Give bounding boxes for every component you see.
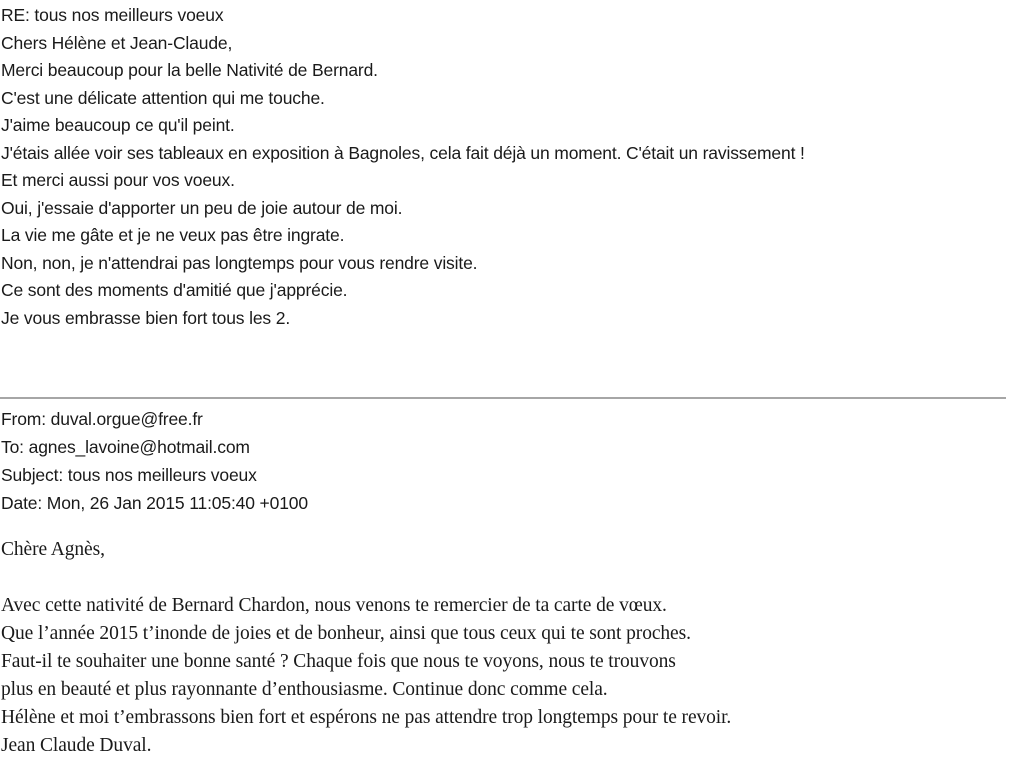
reply-subject: RE: tous nos meilleurs voeux xyxy=(1,5,224,25)
reply-line: Chers Hélène et Jean-Claude, xyxy=(1,32,233,53)
original-greeting: Chère Agnès, xyxy=(1,539,105,560)
header-date: Date: Mon, 26 Jan 2015 11:05:40 +0100 xyxy=(1,493,308,513)
quote-separator xyxy=(0,397,1006,399)
reply-line: Je vous embrasse bien fort tous les 2. xyxy=(1,307,291,328)
reply-line: Ce sont des moments d'amitié que j'apprécie. xyxy=(1,280,348,300)
reply-line: J'étais allée voir ses tableaux en exposition à Bagnoles, cela fait déjà un moment. C'était un ravissement ! xyxy=(1,142,805,163)
reply-line: J'aime beaucoup ce qu'il peint. xyxy=(1,115,235,135)
original-signature: Jean Claude Duval. xyxy=(1,735,152,756)
reply-line: Et merci aussi pour vos voeux. xyxy=(1,170,235,190)
header-from: From: duval.orgue@free.fr xyxy=(1,409,203,429)
original-line: Que l’année 2015 t’inonde de joies et de bonheur, ainsi que tous ceux qui te sont proches. xyxy=(1,623,691,644)
original-message-body xyxy=(1,536,1016,760)
reply-line: C'est une délicate attention qui me touche. xyxy=(1,87,325,108)
original-message-headers xyxy=(1,405,1011,517)
reply-line: Merci beaucoup pour la belle Nativité de Bernard. xyxy=(1,60,378,80)
original-line: plus en beauté et plus rayonnante d’enthousiasme. Continue donc comme cela. xyxy=(1,679,608,700)
reply-line: Non, non, je n'attendrai pas longtemps pour vous rendre visite. xyxy=(1,252,478,273)
original-line: Avec cette nativité de Bernard Chardon, nous venons te remercier de ta carte de vœux. xyxy=(1,595,667,616)
reply-message xyxy=(1,2,1011,332)
original-line: Faut-il te souhaiter une bonne santé ? Chaque fois que nous te voyons, nous te trouvons xyxy=(1,651,676,672)
header-subject: Subject: tous nos meilleurs voeux xyxy=(1,465,257,485)
header-to: To: agnes_lavoine@hotmail.com xyxy=(1,437,250,457)
reply-line: Oui, j'essaie d'apporter un peu de joie autour de moi. xyxy=(1,197,403,218)
original-line: Hélène et moi t’embrassons bien fort et espérons ne pas attendre trop longtemps pour te revoir. xyxy=(1,707,732,728)
reply-line: La vie me gâte et je ne veux pas être ingrate. xyxy=(1,225,345,245)
